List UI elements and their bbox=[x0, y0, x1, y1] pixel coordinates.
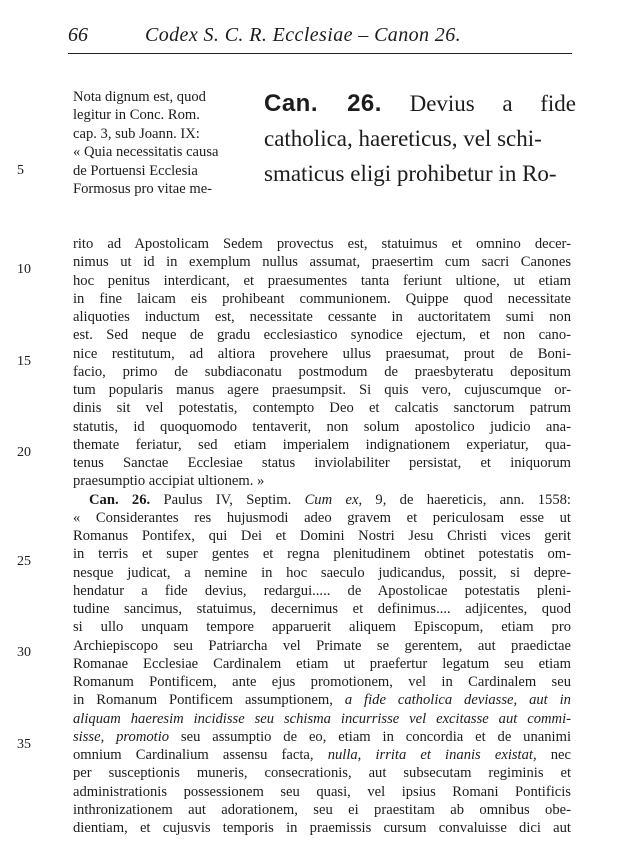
text-line: per susceptionis muneris, consecrationis, aut subsecutam regiminis et bbox=[73, 765, 571, 782]
note-line: de Portuensi Ecclesia bbox=[73, 162, 198, 179]
text-line: nesque judicat, a nemine in hoc saeculo judicandus, possit, si depre- bbox=[73, 564, 571, 581]
text-line: si ullo unquam tempore apparuerit aliquem Episcopum, etiam pro bbox=[73, 619, 571, 636]
text-line bbox=[73, 691, 571, 709]
text-segment: in Romanum Pontificem assumptionem, bbox=[73, 692, 345, 709]
margin-note bbox=[73, 88, 253, 198]
source-reference: , 9, de haereticis, ann. 1558: bbox=[358, 491, 571, 508]
source-author: Paulus IV, Septim. bbox=[163, 491, 292, 508]
text-line: tudine sancimus, statuimus, decernimus et definimus.... adjicentes, quod bbox=[73, 601, 571, 617]
running-header bbox=[68, 22, 578, 52]
text-line: statutis, id quoquomodo tentaverit, non solum apostolico judicio ana- bbox=[73, 418, 571, 435]
source-citation bbox=[73, 491, 571, 509]
italic-segment: a fide catholica deviasse, aut in bbox=[344, 692, 571, 709]
text-line: themate feriatur, sed etiam imperialem indignationem experiatur, qua- bbox=[73, 436, 571, 453]
text-line: hoc penitus interdicant, et praesumentes tanta feriunt ultione, ut etiam bbox=[73, 272, 571, 289]
text-line: facio, primo de subdiaconatu postmodum de praesbyteratu depositum bbox=[73, 363, 571, 380]
note-line: Formosus pro vitae me- bbox=[73, 181, 213, 198]
line-number: 35 bbox=[17, 737, 31, 752]
text-line: aliquoties inductum est, necessitate cessante in auctoritatem sumi non bbox=[73, 309, 571, 325]
text-segment: seu assumptio de eo, etiam in concordia et de unanimi bbox=[169, 728, 571, 745]
text-line: nice restitutum, ad altiora provehere ullus praesumat, prout de Boni- bbox=[73, 345, 571, 362]
text-line: praesumptio accipiat ultionem. » bbox=[73, 473, 265, 490]
line-number: 15 bbox=[17, 354, 31, 369]
text-line: « Considerantes res hujusmodi adeo gravem et periculosam esse ut bbox=[73, 509, 571, 526]
header-rule bbox=[68, 53, 572, 54]
canon-heading-line: smaticus eligi prohibetur in Ro- bbox=[264, 161, 557, 186]
note-line: cap. 3, sub Joann. IX: bbox=[73, 125, 200, 142]
text-line bbox=[73, 728, 571, 746]
body-text bbox=[73, 235, 571, 837]
running-title: Codex S. C. R. Ecclesiae – Canon 26. bbox=[145, 24, 462, 46]
text-line: in terris et super gentes et regna plenitudinem obtinet potestatis om- bbox=[73, 546, 571, 563]
text-line: Romanus Pontifex, qui Dei et Domini Nostri Jesu Christi vices gerit bbox=[73, 528, 571, 544]
line-number: 25 bbox=[17, 554, 31, 569]
text-line: aliquam haeresim incidisse seu schisma incurrisse vel excitasse aut commi- bbox=[73, 710, 571, 727]
text-line: rito ad Apostolicam Sedem provectus est, statuimus et omnino decer- bbox=[73, 236, 571, 252]
line-number: 20 bbox=[17, 445, 31, 460]
source-title: Cum ex bbox=[304, 491, 359, 508]
canon-heading-text: Devius a fide bbox=[409, 91, 576, 116]
line-number: 10 bbox=[17, 262, 31, 277]
text-line: hendatur a fide devius, redargui..... de Apostolicae potestatis pleni- bbox=[73, 582, 571, 599]
line-number: 30 bbox=[17, 645, 31, 660]
italic-segment: sisse, promotio bbox=[73, 728, 170, 745]
text-line: tum popularis manus agere praesumpsit. Si quis vero, cujuscumque or- bbox=[73, 382, 571, 398]
text-line: nimus ut id in exemplum nullus assumat, praesertim cum sacri Canones bbox=[73, 254, 571, 271]
text-line: Romanae Ecclesiae Cardinalem etiam ut praefertur legatum seu etiam bbox=[73, 655, 571, 672]
text-line: tenus Sanctae Ecclesiae status inviolabiliter persistat, et iniquorum bbox=[73, 455, 571, 471]
canon-heading-line bbox=[264, 86, 576, 121]
note-line: legitur in Conc. Rom. bbox=[73, 107, 200, 124]
text-segment: nec bbox=[536, 747, 571, 763]
text-line: est. Sed neque de gradu ecclesiastico synodice ejectum, et non cano- bbox=[73, 327, 571, 344]
text-line bbox=[73, 746, 571, 764]
note-line: Nota dignum est, quod bbox=[73, 89, 206, 105]
canon-title: Can. 26. bbox=[264, 90, 382, 117]
text-line: dinis sit vel potestatis, contempto Deo et calcatis sanctorum patrum bbox=[73, 400, 571, 417]
text-line: Archiepiscopo seu Patriarcha vel Primate se gerentem, aut praedictae bbox=[73, 637, 571, 654]
text-segment: omnium Cardinalium assensu facta, bbox=[73, 747, 328, 763]
text-line: inthronizationem aut adorationem, seu ei praestitam ab omnibus obe- bbox=[73, 801, 571, 818]
text-line: Romanum Pontificem, ante ejus promotionem, vel in Cardinalem seu bbox=[73, 674, 571, 690]
italic-segment: nulla, irrita et inanis existat, bbox=[327, 747, 537, 763]
text-line: administrationis possessionem seu quasi, vel ipsius Romani Pontificis bbox=[73, 783, 571, 800]
canon-heading-line: catholica, haereticus, vel schi- bbox=[264, 126, 542, 151]
page-number: 66 bbox=[68, 24, 88, 46]
canon-heading bbox=[264, 86, 576, 191]
note-line: « Quia necessitatis causa bbox=[73, 144, 219, 161]
text-line: in fine laicam eis prohibeant communionem. Quippe quod necessitate bbox=[73, 290, 571, 307]
line-number: 5 bbox=[17, 163, 24, 178]
source-label: Can. 26. bbox=[89, 491, 151, 508]
text-line: dientiam, et cujusvis temporis in praemissis cursum convaluisse dici aut bbox=[73, 820, 571, 836]
